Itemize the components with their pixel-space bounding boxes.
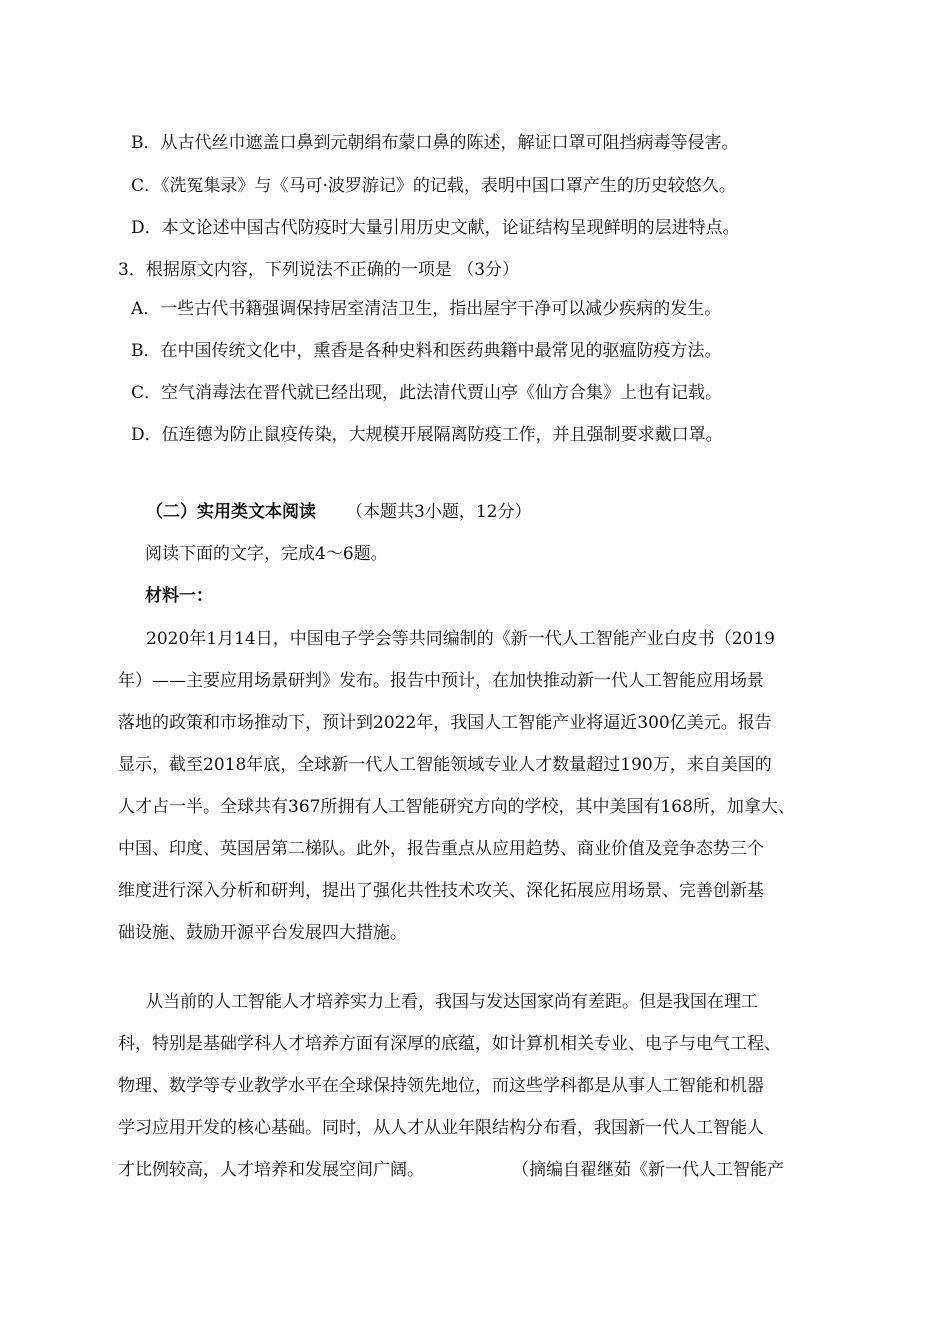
para2-last-text: 才比例较高，人才培养和发展空间广阔。 [118, 1160, 424, 1180]
para1-line: 年）——主要应用场景研判》发布。报告中预计，在加快推动新一代人工智能应用场景 [118, 671, 764, 691]
q3-stem: 3．根据原文内容，下列说法不正确的一项是 （3分） [118, 260, 520, 280]
section-title: （二）实用类文本阅读 [146, 502, 316, 522]
para2-line: 科，特别是基础学科人才培养方面有深厚的底蕴，如计算机相关专业、电子与电气工程、 [118, 1034, 781, 1054]
para1-line: 人才占一半。全球共有367所拥有人工智能研究方向的学校，其中美国有168所，加拿大、 [118, 797, 795, 817]
material-label: 材料一： [145, 586, 213, 606]
source-note: （摘编自翟继茹《新一代人工智能产 [512, 1160, 784, 1180]
q3-option-a: A．一些古代书籍强调保持居室清洁卫生，指出屋宇干净可以减少疾病的发生。 [131, 299, 722, 319]
section-heading [146, 500, 531, 524]
q2-option-c: C．《洗冤集录》与《马可·波罗游记》的记载，表明中国口罩产生的历史较悠久。 [131, 176, 736, 196]
para1-line: 础设施、鼓励开源平台发展四大措施。 [118, 923, 407, 943]
para2-line: 学习应用开发的核心基础。同时，从人才从业年限结构分布看，我国新一代人工智能人 [118, 1118, 764, 1138]
q2-option-d: D．本文论述中国古代防疫时大量引用历史文献，论证结构呈现鲜明的层进特点。 [131, 218, 740, 238]
q3-option-d: D．伍连德为防止鼠疫传染，大规模开展隔离防疫工作，并且强制要求戴口罩。 [131, 425, 723, 445]
para1-line: 2020年1月14日，中国电子学会等共同编制的《新一代人工智能产业白皮书（2019 [146, 629, 775, 649]
q3-option-c: C．空气消毒法在晋代就已经出现，此法清代贾山亭《仙方合集》上也有记载。 [131, 383, 723, 403]
para2-line: 物理、数学等专业教学水平在全球保持领先地位，而这些学科都是从事人工智能和机器 [118, 1076, 764, 1096]
para1-line: 维度进行深入分析和研判，提出了强化共性技术攻关、深化拓展应用场景、完善创新基 [118, 881, 764, 901]
q3-option-b: B．在中国传统文化中，熏香是各种史料和医药典籍中最常见的驱瘟防疫方法。 [131, 341, 722, 361]
para2-last-line [118, 1158, 858, 1182]
para1-line: 落地的政策和市场推动下，预计到2022年，我国人工智能产业将逼近300亿美元。报告 [118, 713, 772, 733]
para1-line: 显示，截至2018年底，全球新一代人工智能领域专业人才数量超过190万，来自美国的 [118, 755, 772, 775]
reading-instruction: 阅读下面的文字，完成4～6题。 [145, 544, 388, 564]
para2-line: 从当前的人工智能人才培养实力上看，我国与发达国家尚有差距。但是我国在理工 [146, 992, 758, 1012]
section-note: （本题共3小题，12分） [346, 502, 532, 522]
q2-option-b: B．从古代丝巾遮盖口鼻到元朝绢布蒙口鼻的陈述，解证口罩可阻挡病毒等侵害。 [131, 133, 739, 153]
para1-line: 中国、印度、英国居第二梯队。此外，报告重点从应用趋势、商业价值及竞争态势三个 [118, 839, 764, 859]
